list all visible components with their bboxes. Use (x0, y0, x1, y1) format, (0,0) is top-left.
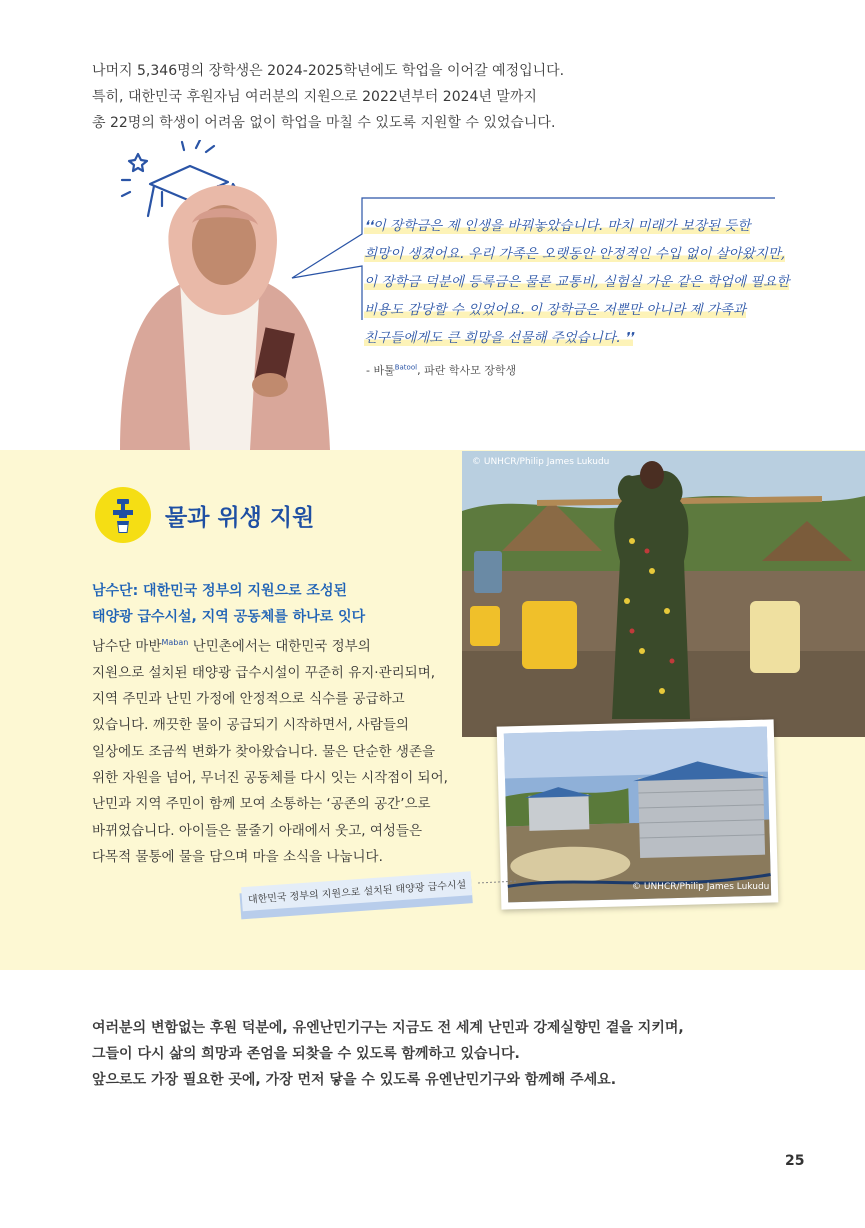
quote-line: 친구들에게도 큰 희망을 선물해 주었습니다. ❜❜ (364, 330, 634, 346)
photo-credit: © UNHCR/Philip James Lukudu (472, 457, 610, 467)
body-line: 지원으로 설치된 태양광 급수시설이 꾸준히 유지·관리되며, (92, 664, 436, 681)
water-subtitle-line: 남수단: 대한민국 정부의 지원으로 조성된 (92, 583, 348, 599)
closing-line: 그들이 다시 삶의 희망과 존엄을 되찾을 수 있도록 함께하고 있습니다. (92, 1046, 520, 1062)
caption-text: 대한민국 정부의 지원으로 설치된 태양광 급수시설 (247, 879, 467, 906)
photo-credit: © UNHCR/Philip James Lukudu (632, 882, 770, 892)
quote-line: 희망이 생겼어요. 우리 가족은 오랫동안 안정적인 수입 없이 살아왔지만, (364, 246, 786, 262)
body-first-en: Maban (161, 638, 189, 647)
page-number: 25 (785, 1153, 805, 1169)
quote-source-suffix: , 파란 학사모 장학생 (417, 364, 517, 377)
body-first-prefix: 남수단 마반 (92, 638, 162, 655)
water-tap-icon (95, 487, 151, 543)
body-line-first (92, 630, 462, 660)
quote-source-prefix: - 바툴 (366, 364, 395, 377)
body-line: 다목적 물통에 물을 담으며 마을 소식을 나눕니다. (92, 848, 383, 865)
water-body-text (92, 630, 462, 870)
body-line: 난민과 지역 주민이 함께 모여 소통하는 ‘공존의 공간’으로 (92, 796, 431, 813)
intro-paragraph (92, 58, 772, 136)
quote-source-name-en: Batool (394, 363, 418, 372)
quote-line: ❛❛이 장학금은 제 인생을 바꿔놓았습니다. 마치 미래가 보장된 듯한 (364, 218, 751, 234)
water-carrier-photo (462, 451, 865, 737)
body-line: 일상에도 조금씩 변화가 찾아왔습니다. 물은 단순한 생존을 (92, 743, 436, 760)
body-line: 있습니다. 깨끗한 물이 공급되기 시작하면서, 사람들의 (92, 717, 409, 734)
intro-line: 나머지 5,346명의 장학생은 2024-2025학년에도 학업을 이어갈 예정입니다. (92, 63, 565, 79)
body-line: 바뀌었습니다. 아이들은 물줄기 아래에서 웃고, 여성들은 (92, 822, 422, 839)
water-subtitle-line: 태양광 급수시설, 지역 공동체를 하나로 잇다 (92, 609, 366, 625)
body-first-suffix: 난민촌에서는 대한민국 정부의 (188, 638, 371, 655)
quote-line: 비용도 감당할 수 있었어요. 이 장학금은 저뿐만 아니라 제 가족과 (364, 302, 746, 318)
body-line: 지역 주민과 난민 가정에 안정적으로 식수를 공급하고 (92, 691, 405, 708)
closing-line: 여러분의 변함없는 후원 덕분에, 유엔난민기구는 지금도 전 세계 난민과 강제실향민 곁을 지키며, (92, 1020, 684, 1036)
intro-line: 특히, 대한민국 후원자님 여러분의 지원으로 2022년부터 2024년 말까지 (92, 89, 537, 105)
quote-source (366, 362, 516, 378)
intro-line: 총 22명의 학생이 어려움 없이 학업을 마칠 수 있도록 지원할 수 있었습니다. (92, 115, 556, 131)
caption-connector (478, 878, 518, 888)
closing-line: 앞으로도 가장 필요한 곳에, 가장 먼저 닿을 수 있도록 유엔난민기구와 함께해 주세요. (92, 1072, 617, 1088)
water-section-title: 물과 위생 지원 (165, 505, 315, 531)
quote-line: 이 장학금 덕분에 등록금은 물론 교통비, 실험실 가운 같은 학업에 필요한 (364, 274, 790, 290)
student-quote (364, 212, 804, 352)
closing-paragraph (92, 1015, 792, 1093)
body-line: 위한 자원을 넘어, 무너진 공동체를 다시 잇는 시작점이 되어, (92, 769, 448, 786)
